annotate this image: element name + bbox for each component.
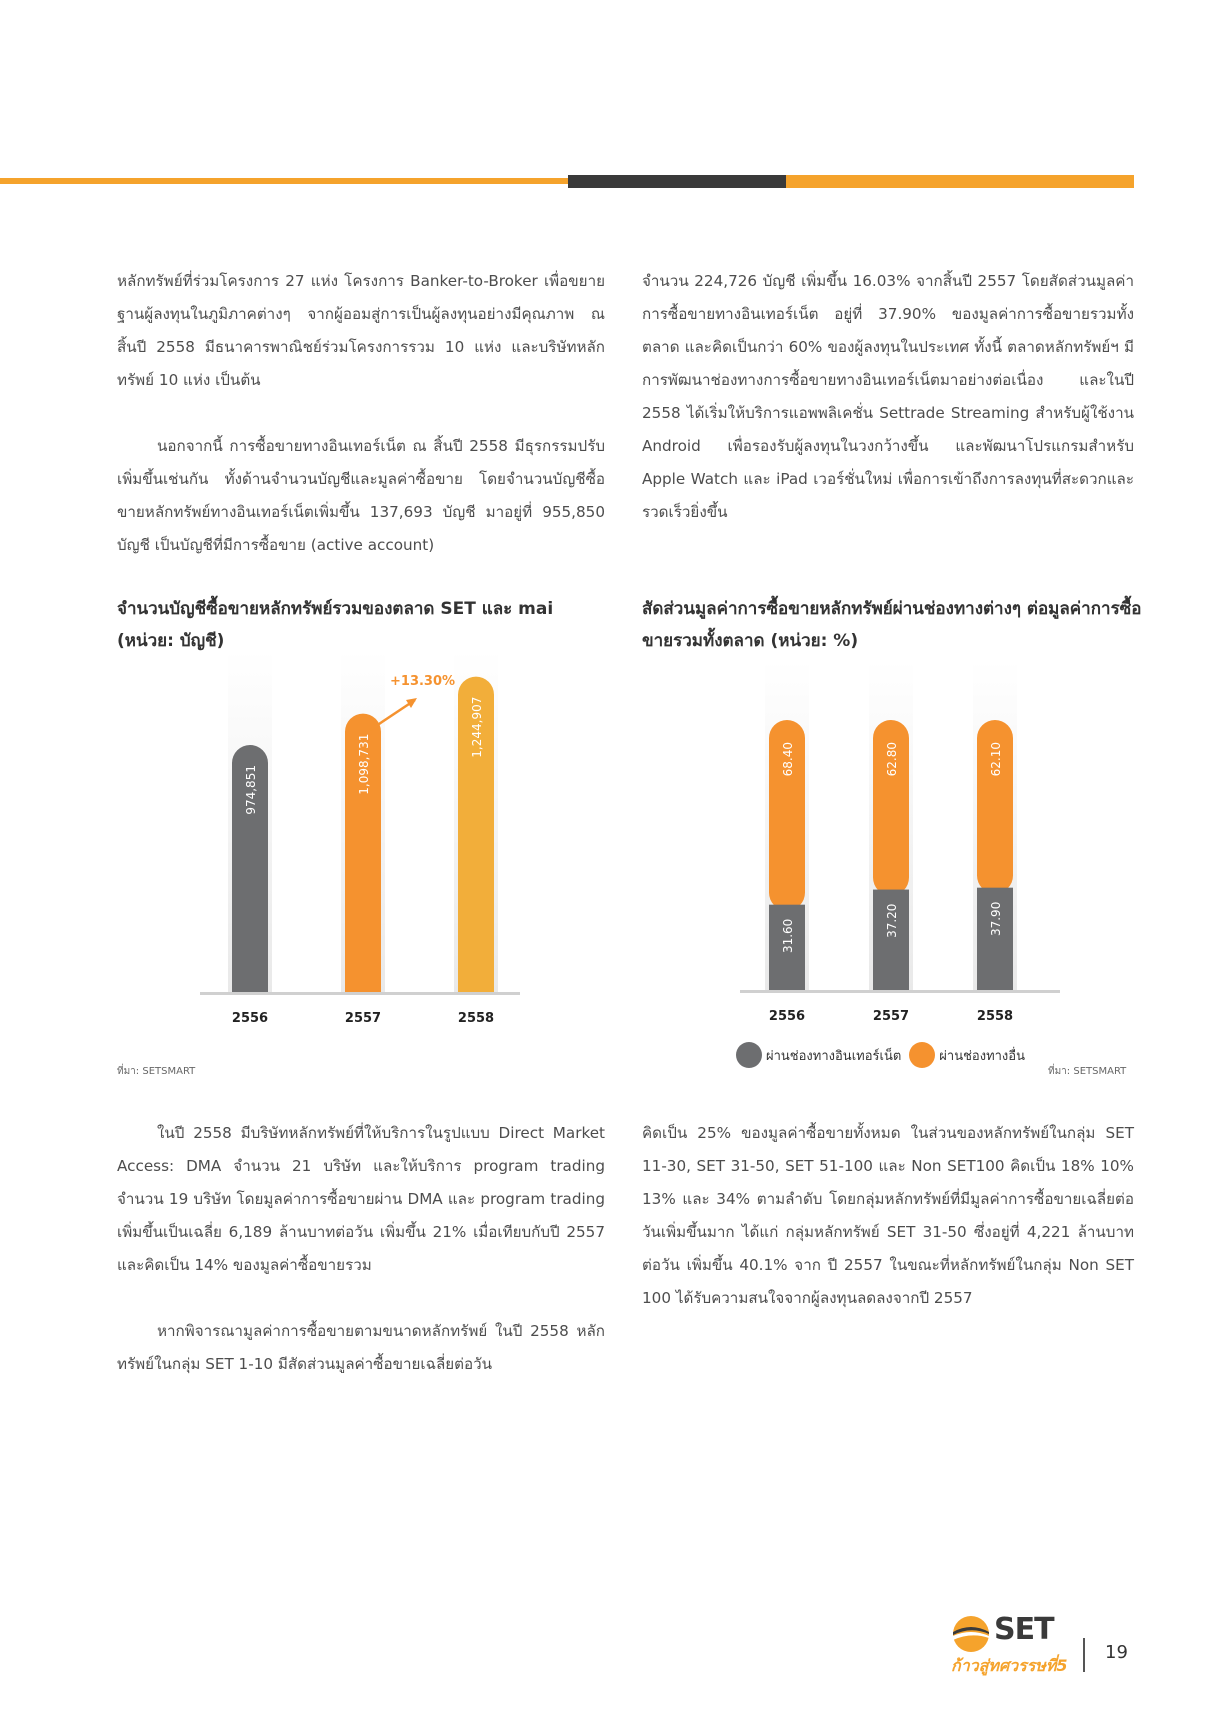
page-number: 19 bbox=[1105, 1642, 1128, 1663]
header-bar-orange-left bbox=[0, 178, 568, 184]
chart2-label-internet-2556: 31.60 bbox=[781, 918, 795, 954]
left-paragraph-2: นอกจากนี้ การซื้อขายทางอินเทอร์เน็ต ณ สิ้นปี 2558 มีธุรกรรมปรับเพิ่มขึ้นเช่นกัน ทั้งด้านจำนวนบัญชีและมูลค่าซื้อขาย โดยจำนวนบัญชีซื้อขายหลักทรัพย์ทางอินเทอร์เน็ตเพิ่มขึ้น 137,693 บัญชี มาอยู่ที่ 955,850 บัญชี เป็นบัญชีที่มีการซื้อขาย (active account) bbox=[117, 437, 605, 554]
chart2-title: สัดส่วนมูลค่าการซื้อขายหลักทรัพย์ผ่านช่องทางต่างๆ ต่อมูลค่าการซื้อขายรวมทั้งตลาด (หน่วย: %) bbox=[642, 599, 1142, 651]
source-right: ที่มา: SETSMART bbox=[1048, 1066, 1127, 1077]
legend-swatch-other bbox=[909, 1042, 935, 1068]
chart2-tick-2556: 2556 bbox=[768, 1009, 806, 1024]
header-bar-orange-right bbox=[786, 175, 1134, 188]
chart1-data-label-2558: 1,244,907 bbox=[470, 696, 484, 758]
chart1-tick-2558: 2558 bbox=[457, 1011, 495, 1026]
right-paragraph-1: จำนวน 224,726 บัญชี เพิ่มขึ้น 16.03% จากสิ้นปี 2557 โดยสัดส่วนมูลค่าการซื้อขายทางอินเทอร์เน็ต อยู่ที่ 37.90% ของมูลค่าการซื้อขายรวมทั้งตลาด และคิดเป็นกว่า 60% ของผู้ลงทุนในประเทศ ทั้งนี้ ตลาดหลักทรัพย์ฯ มีการพัฒนาช่องทางการซื้อขายทางอินเทอร์เน็ตมาอย่างต่อเนื่อง และในปี 2558 ได้เริ่มให้บริการแอพพลิเคชั่น Settrade Streaming สำหรับผู้ใช้งาน Android เพื่อรองรับผู้ลงทุนในวงกว้างขึ้น และพัฒนาโปรแกรมสำหรับ Apple Watch และ iPad เวอร์ชั่นใหม่ เพื่อการเข้าถึงการลงทุนที่สะดวกและรวดเร็วยิ่งขึ้น bbox=[642, 272, 1134, 521]
chart1-bar-base-2556 bbox=[232, 972, 268, 992]
chart1-tick-2557: 2557 bbox=[344, 1011, 382, 1026]
chart1-baseline bbox=[200, 992, 520, 995]
chart2-label-internet-2557: 37.20 bbox=[885, 903, 899, 938]
chart2-label-other-2556: 68.40 bbox=[781, 742, 795, 777]
left-top-column bbox=[117, 265, 605, 562]
chart2-tick-2557: 2557 bbox=[872, 1009, 910, 1024]
chart1-tick-2556: 2556 bbox=[231, 1011, 269, 1026]
chart2-label-other-2557: 62.80 bbox=[885, 742, 899, 777]
source-left: ที่มา: SETSMART bbox=[117, 1066, 196, 1077]
chart1-data-label-2557: 1,098,731 bbox=[357, 733, 371, 795]
header-bar-dark bbox=[568, 175, 786, 188]
chart1-accounts-bar-chart bbox=[200, 650, 540, 1030]
left-bottom-paragraph-2: หากพิจารณามูลค่าการซื้อขายตามขนาดหลักทรัพย์ ในปี 2558 หลักทรัพย์ในกลุ่ม SET 1-10 มีสัดส่วนมูลค่าซื้อขายเฉลี่ยต่อวัน bbox=[117, 1322, 605, 1373]
chart1-bar-base-2557 bbox=[345, 972, 381, 992]
right-bottom-column bbox=[642, 1117, 1134, 1315]
chart2-channel-share-chart bbox=[740, 660, 1070, 1030]
chart2-label-internet-2558: 37.90 bbox=[989, 901, 1003, 937]
chart2-legend bbox=[736, 1042, 1033, 1068]
set-logo-icon bbox=[951, 1614, 991, 1654]
left-bottom-column bbox=[117, 1117, 605, 1381]
chart2-label-other-2558: 62.10 bbox=[989, 742, 1003, 777]
footer-divider bbox=[1083, 1638, 1085, 1672]
logo-text: SET bbox=[994, 1612, 1054, 1647]
chart1-bar-base-2558 bbox=[458, 972, 494, 992]
legend-item-other bbox=[909, 1042, 1025, 1068]
chart2-baseline bbox=[740, 990, 1060, 993]
chart2-tick-2558: 2558 bbox=[976, 1009, 1014, 1024]
left-paragraph-1: หลักทรัพย์ที่ร่วมโครงการ 27 แห่ง โครงการ Banker-to-Broker เพื่อขยายฐานผู้ลงทุนในภูมิภาคต่างๆ จากผู้ออมสู่การเป็นผู้ลงทุนอย่างมีคุณภาพ ณ สิ้นปี 2558 มีธนาคารพาณิชย์ร่วมโครงการรวม 10 แห่ง และบริษัทหลักทรัพย์ 10 แห่ง เป็นต้น bbox=[117, 272, 605, 389]
right-top-column bbox=[642, 265, 1134, 529]
left-bottom-paragraph-1: ในปี 2558 มีบริษัทหลักทรัพย์ที่ให้บริการในรูปแบบ Direct Market Access: DMA จำนวน 21 บริษัท และให้บริการ program trading จำนวน 19 บริษัท โดยมูลค่าการซื้อขายผ่าน DMA และ program trading เพิ่มขึ้นเป็นเฉลี่ย 6,189 ล้านบาทต่อวัน เพิ่มขึ้น 21% เมื่อเทียบกับปี 2557 และคิดเป็น 14% ของมูลค่าซื้อขายรวม bbox=[117, 1124, 605, 1274]
legend-label-other: ผ่านช่องทางอื่น bbox=[939, 1048, 1025, 1064]
chart1-title: จำนวนบัญชีซื้อขายหลักทรัพย์รวมของตลาด SET และ mai (หน่วย: บัญชี) bbox=[117, 599, 554, 651]
legend-swatch-internet bbox=[736, 1042, 762, 1068]
right-bottom-paragraph-1: คิดเป็น 25% ของมูลค่าซื้อขายทั้งหมด ในส่วนของหลักทรัพย์ในกลุ่ม SET 11-30, SET 31-50, SET 51-100 และ Non SET100 คิดเป็น 18% 10% 13% และ 34% ตามลำดับ โดยกลุ่มหลักทรัพย์ที่มีมูลค่าการซื้อขายเฉลี่ยต่อวันเพิ่มขึ้นมาก ได้แก่ กลุ่มหลักทรัพย์ SET 31-50 ซึ่งอยู่ที่ 4,221 ล้านบาทต่อวัน เพิ่มขึ้น 40.1% จาก ปี 2557 ในขณะที่หลักทรัพย์ในกลุ่ม Non SET 100 ได้รับความสนใจจากผู้ลงทุนลดลงจากปี 2557 bbox=[642, 1124, 1134, 1307]
legend-label-internet: ผ่านช่องทางอินเทอร์เน็ต bbox=[766, 1048, 902, 1064]
chart1-data-label-2556: 974,851 bbox=[244, 765, 258, 815]
legend-item-internet bbox=[736, 1042, 901, 1068]
chart1-growth-arrowhead bbox=[406, 698, 417, 708]
chart1-growth-label: +13.30% bbox=[390, 674, 456, 689]
logo-tagline: ก้าวสู่ทศวรรษที่5 bbox=[951, 1656, 1068, 1675]
